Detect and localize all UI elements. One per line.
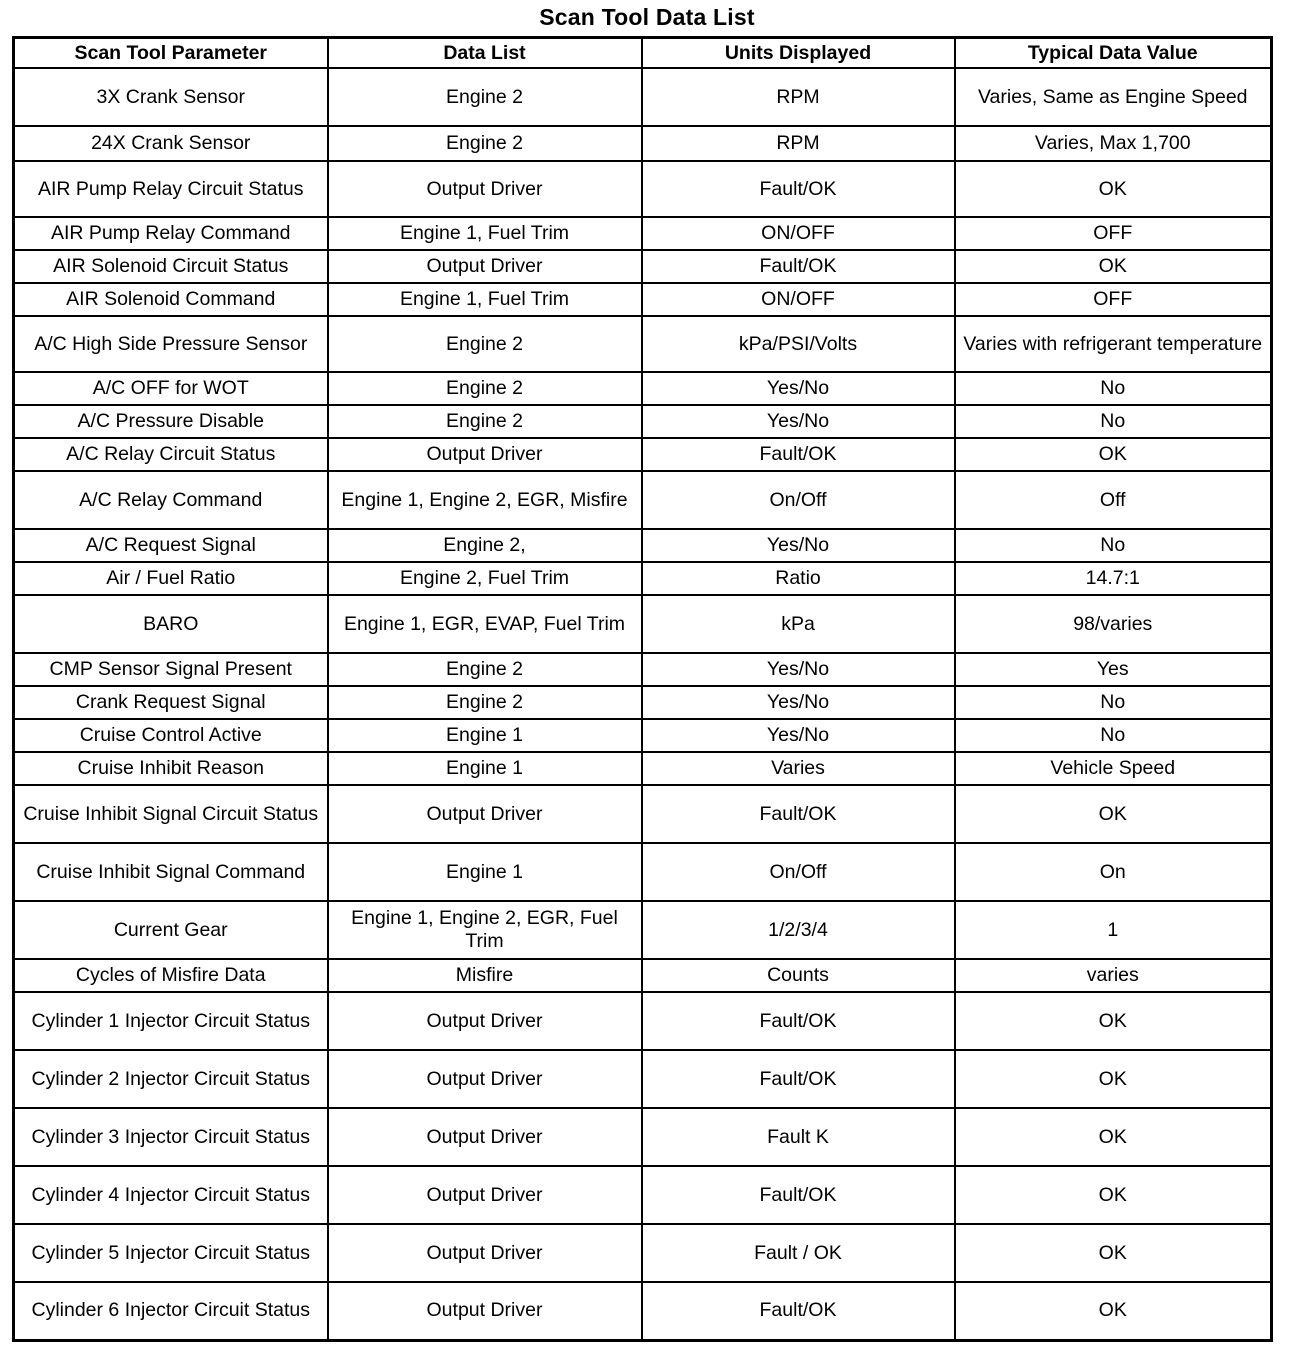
cell-parameter: AIR Pump Relay Circuit Status	[14, 161, 328, 217]
cell-parameter: Cylinder 5 Injector Circuit Status	[14, 1224, 328, 1282]
cell-units: ON/OFF	[642, 217, 955, 250]
cell-parameter: A/C Relay Command	[14, 471, 328, 529]
cell-units: Yes/No	[642, 686, 955, 719]
cell-typical-value: varies	[955, 959, 1272, 992]
cell-typical-value: Varies, Same as Engine Speed	[955, 68, 1272, 126]
table-row	[14, 217, 1272, 250]
table-row	[14, 686, 1272, 719]
header-scan-tool-parameter: Scan Tool Parameter	[14, 38, 328, 69]
cell-typical-value: OK	[955, 1108, 1272, 1166]
cell-units: Yes/No	[642, 529, 955, 562]
cell-data-list: Output Driver	[328, 438, 642, 471]
cell-data-list: Output Driver	[328, 250, 642, 283]
cell-parameter: Current Gear	[14, 901, 328, 959]
cell-units: Varies	[642, 752, 955, 785]
cell-data-list: Output Driver	[328, 1108, 642, 1166]
table-row	[14, 843, 1272, 901]
cell-parameter: Air / Fuel Ratio	[14, 562, 328, 595]
cell-typical-value: Varies with refrigerant temperature	[955, 316, 1272, 372]
scan-tool-data-table	[12, 36, 1273, 1342]
cell-parameter: BARO	[14, 595, 328, 653]
header-data-list: Data List	[328, 38, 642, 69]
table-body	[14, 68, 1272, 1340]
cell-units: RPM	[642, 126, 955, 161]
cell-units: Fault/OK	[642, 250, 955, 283]
cell-parameter: A/C High Side Pressure Sensor	[14, 316, 328, 372]
cell-typical-value: No	[955, 686, 1272, 719]
cell-parameter: CMP Sensor Signal Present	[14, 653, 328, 686]
cell-parameter: Cylinder 3 Injector Circuit Status	[14, 1108, 328, 1166]
cell-data-list: Engine 1	[328, 843, 642, 901]
cell-typical-value: OK	[955, 785, 1272, 843]
cell-units: Fault/OK	[642, 785, 955, 843]
table-row	[14, 752, 1272, 785]
table-row	[14, 1166, 1272, 1224]
table-row	[14, 653, 1272, 686]
cell-data-list: Engine 1	[328, 752, 642, 785]
cell-parameter: AIR Solenoid Command	[14, 283, 328, 316]
cell-units: Fault/OK	[642, 438, 955, 471]
table-row	[14, 595, 1272, 653]
cell-data-list: Engine 2	[328, 372, 642, 405]
cell-data-list: Engine 1	[328, 719, 642, 752]
cell-parameter: Cylinder 6 Injector Circuit Status	[14, 1282, 328, 1340]
cell-units: Yes/No	[642, 372, 955, 405]
cell-units: kPa	[642, 595, 955, 653]
cell-units: On/Off	[642, 471, 955, 529]
cell-parameter: AIR Solenoid Circuit Status	[14, 250, 328, 283]
cell-data-list: Engine 2	[328, 68, 642, 126]
cell-units: Fault/OK	[642, 1166, 955, 1224]
table-row	[14, 719, 1272, 752]
cell-units: Yes/No	[642, 653, 955, 686]
cell-parameter: A/C Pressure Disable	[14, 405, 328, 438]
cell-typical-value: On	[955, 843, 1272, 901]
cell-units: Yes/No	[642, 719, 955, 752]
table-row	[14, 992, 1272, 1050]
cell-typical-value: Vehicle Speed	[955, 752, 1272, 785]
cell-data-list: Engine 2	[328, 126, 642, 161]
table-row	[14, 785, 1272, 843]
cell-typical-value: 1	[955, 901, 1272, 959]
cell-typical-value: Off	[955, 471, 1272, 529]
header-units-displayed: Units Displayed	[642, 38, 955, 69]
cell-data-list: Engine 2	[328, 653, 642, 686]
cell-units: Fault/OK	[642, 992, 955, 1050]
cell-typical-value: OK	[955, 1224, 1272, 1282]
table-row	[14, 529, 1272, 562]
cell-units: Ratio	[642, 562, 955, 595]
cell-parameter: 24X Crank Sensor	[14, 126, 328, 161]
cell-data-list: Engine 2,	[328, 529, 642, 562]
cell-parameter: AIR Pump Relay Command	[14, 217, 328, 250]
cell-units: Fault/OK	[642, 161, 955, 217]
cell-data-list: Output Driver	[328, 785, 642, 843]
cell-units: ON/OFF	[642, 283, 955, 316]
cell-typical-value: OK	[955, 1282, 1272, 1340]
cell-data-list: Misfire	[328, 959, 642, 992]
table-row	[14, 471, 1272, 529]
cell-data-list: Engine 2, Fuel Trim	[328, 562, 642, 595]
table-row	[14, 283, 1272, 316]
cell-typical-value: No	[955, 405, 1272, 438]
cell-units: On/Off	[642, 843, 955, 901]
cell-data-list: Engine 2	[328, 686, 642, 719]
cell-typical-value: OK	[955, 1166, 1272, 1224]
cell-parameter: Cylinder 4 Injector Circuit Status	[14, 1166, 328, 1224]
cell-typical-value: OK	[955, 1050, 1272, 1108]
cell-units: kPa/PSI/Volts	[642, 316, 955, 372]
cell-parameter: Crank Request Signal	[14, 686, 328, 719]
cell-parameter: Cruise Inhibit Signal Circuit Status	[14, 785, 328, 843]
cell-typical-value: Yes	[955, 653, 1272, 686]
table-row	[14, 901, 1272, 959]
cell-parameter: A/C OFF for WOT	[14, 372, 328, 405]
cell-typical-value: 14.7:1	[955, 562, 1272, 595]
cell-data-list: Engine 2	[328, 405, 642, 438]
cell-units: Counts	[642, 959, 955, 992]
table-row	[14, 959, 1272, 992]
cell-data-list: Output Driver	[328, 161, 642, 217]
cell-typical-value: No	[955, 372, 1272, 405]
cell-typical-value: OK	[955, 250, 1272, 283]
cell-parameter: Cruise Inhibit Reason	[14, 752, 328, 785]
cell-typical-value: Varies, Max 1,700	[955, 126, 1272, 161]
cell-units: RPM	[642, 68, 955, 126]
table-row	[14, 161, 1272, 217]
table-row	[14, 1282, 1272, 1340]
cell-parameter: Cruise Inhibit Signal Command	[14, 843, 328, 901]
header-typical-data-value: Typical Data Value	[955, 38, 1272, 69]
cell-units: 1/2/3/4	[642, 901, 955, 959]
table-row	[14, 1050, 1272, 1108]
table-row	[14, 372, 1272, 405]
cell-data-list: Output Driver	[328, 1224, 642, 1282]
cell-units: Fault K	[642, 1108, 955, 1166]
cell-parameter: Cruise Control Active	[14, 719, 328, 752]
cell-units: Fault / OK	[642, 1224, 955, 1282]
cell-typical-value: OFF	[955, 283, 1272, 316]
table-row	[14, 126, 1272, 161]
cell-data-list: Engine 1, Fuel Trim	[328, 217, 642, 250]
cell-typical-value: OK	[955, 161, 1272, 217]
table-row	[14, 405, 1272, 438]
cell-data-list: Engine 2	[328, 316, 642, 372]
cell-typical-value: OK	[955, 992, 1272, 1050]
cell-parameter: A/C Request Signal	[14, 529, 328, 562]
cell-parameter: A/C Relay Circuit Status	[14, 438, 328, 471]
table-row	[14, 1224, 1272, 1282]
cell-data-list: Output Driver	[328, 1282, 642, 1340]
cell-units: Yes/No	[642, 405, 955, 438]
table-row	[14, 250, 1272, 283]
cell-data-list: Engine 1, EGR, EVAP, Fuel Trim	[328, 595, 642, 653]
cell-typical-value: 98/varies	[955, 595, 1272, 653]
cell-typical-value: No	[955, 529, 1272, 562]
cell-data-list: Engine 1, Engine 2, EGR, Fuel Trim	[328, 901, 642, 959]
cell-data-list: Output Driver	[328, 1050, 642, 1108]
cell-data-list: Engine 1, Engine 2, EGR, Misfire	[328, 471, 642, 529]
page-title: Scan Tool Data List	[539, 4, 755, 30]
table-row	[14, 438, 1272, 471]
header-row	[14, 38, 1272, 69]
table-row	[14, 562, 1272, 595]
cell-parameter: Cylinder 2 Injector Circuit Status	[14, 1050, 328, 1108]
cell-typical-value: OK	[955, 438, 1272, 471]
cell-data-list: Engine 1, Fuel Trim	[328, 283, 642, 316]
cell-units: Fault/OK	[642, 1050, 955, 1108]
table-row	[14, 316, 1272, 372]
cell-data-list: Output Driver	[328, 992, 642, 1050]
cell-parameter: Cycles of Misfire Data	[14, 959, 328, 992]
table-row	[14, 68, 1272, 126]
cell-typical-value: OFF	[955, 217, 1272, 250]
cell-parameter: Cylinder 1 Injector Circuit Status	[14, 992, 328, 1050]
cell-units: Fault/OK	[642, 1282, 955, 1340]
cell-data-list: Output Driver	[328, 1166, 642, 1224]
cell-typical-value: No	[955, 719, 1272, 752]
table-row	[14, 1108, 1272, 1166]
cell-parameter: 3X Crank Sensor	[14, 68, 328, 126]
